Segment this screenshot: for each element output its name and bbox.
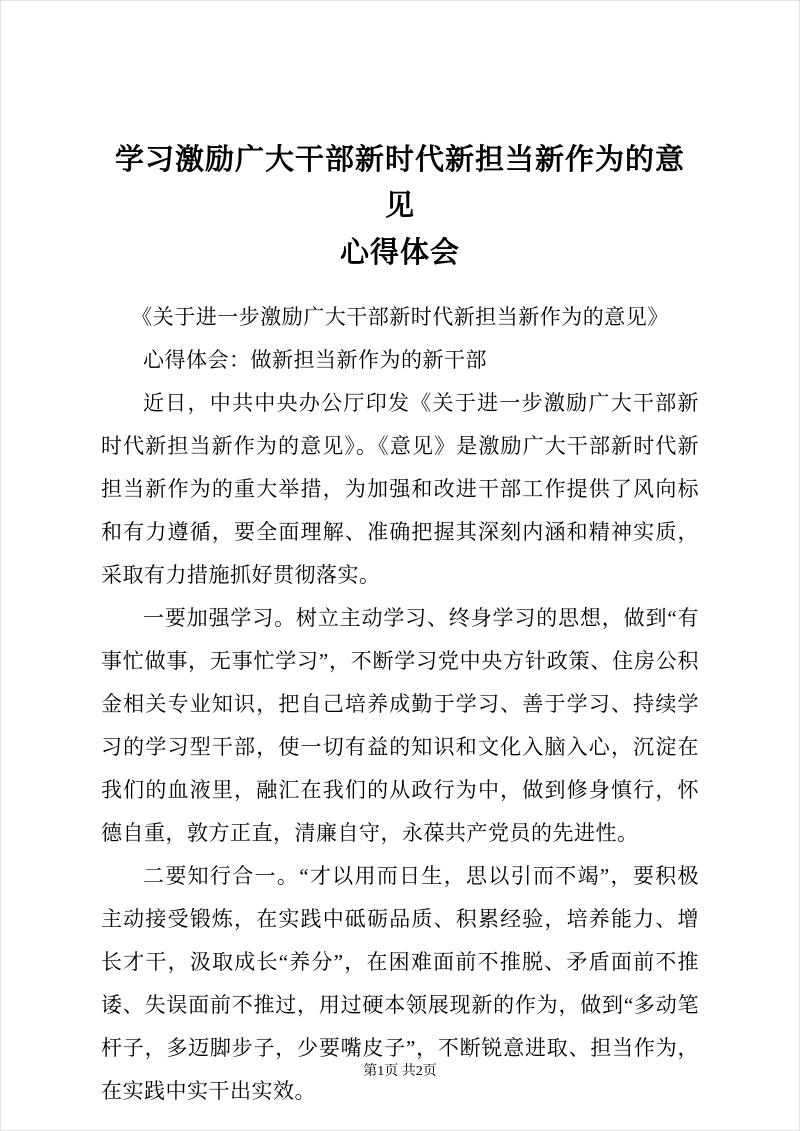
document-title-line1: 学习激励广大干部新时代新担当新作为的意见 [114,144,685,223]
paragraph-body-1: 近日，中共中央办公厅印发《关于进一步激励广大干部新时代新担当新作为的意见》。《意见》是激励广大干部新时代新担当新作为的重大举措，为加强和改进干部工作提供了风向标和有力遵循，要全面理解、准确把握其深刻内涵和精神实质，采取有力措施抓好贯彻落实。 [101,391,699,588]
paragraph-body-2: 一要加强学习。树立主动学习、终身学习的思想，做到“有事忙做事，无事忙学习”，不断学习党中央方针政策、住房公积金相关专业知识，把自己培养成勤于学习、善于学习、持续学习的学习型干部，使一切有益的知识和文化入脑入心，沉淀在我们的血液里，融汇在我们的从政行为中，做到修身慎行，怀德自重，敦方正直，清廉自守，永葆共产党员的先进性。 [101,606,699,846]
document-title-line2: 心得体会 [339,236,460,269]
paragraph-body-3: 二要知行合一。“才以用而日生，思以引而不竭”，要积极主动接受锻炼，在实践中砥砺品质、积累经验，培养能力、增长才干，汲取成长“养分”，在困难面前不推脱、矛盾面前不推诿、失误面前不推过，用过硬本领展现新的作为，做到“多动笔杆子，多迈脚步子，少要嘴皮子”，不断锐意进取、担当作为，在实践中实干出实效。 [101,864,699,1104]
document-content [1,1,799,1113]
paragraph-subtitle: 《关于进一步激励广大干部新时代新担当新作为的意见》 [131,305,669,330]
document-title [101,137,699,276]
page-footer: 第1页 共2页 [363,1064,437,1079]
paragraph-heading: 心得体会：做新担当新作为的新干部 [143,348,487,373]
